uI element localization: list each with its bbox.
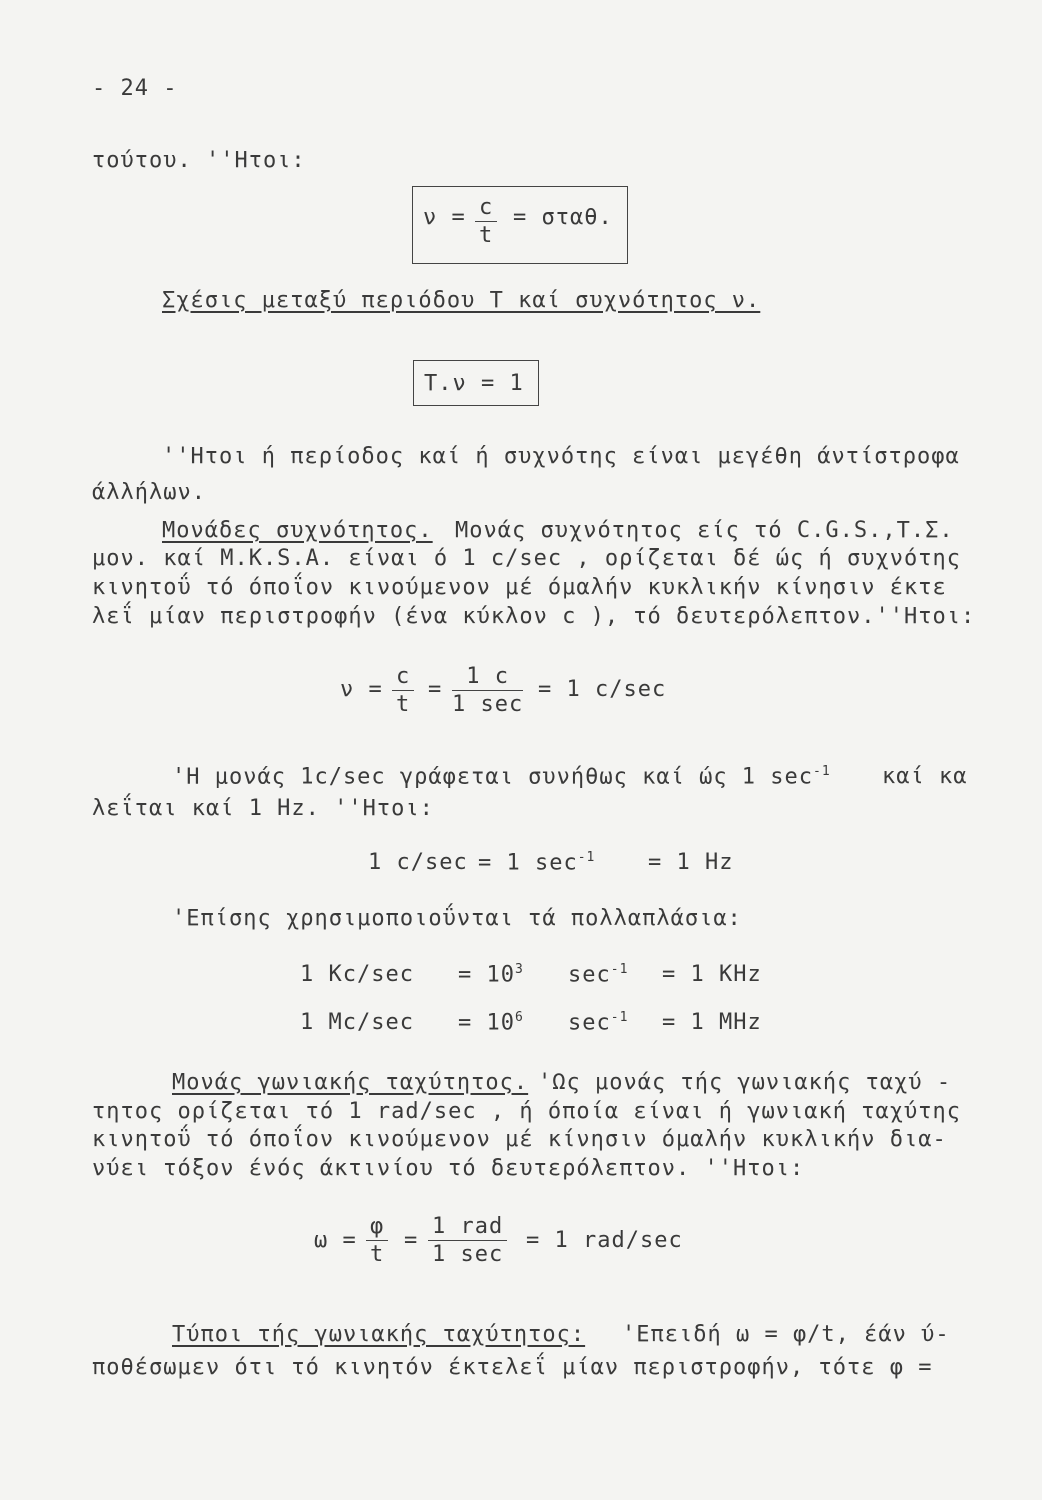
box1-numerator: c bbox=[475, 195, 497, 222]
paragraph-2-line-2: μον. καί M.K.S.A. είναι ό 1 c/sec , ορίζεται δέ ώς ή συχνότης bbox=[92, 546, 961, 571]
paragraph-6-line-2: ποθέσωμεν ότι τό κινητόν έκτελεΐ μίαν περιστροφήν, τότε φ = bbox=[92, 1355, 933, 1380]
multiple-unit: 1 Mc/sec bbox=[300, 1010, 414, 1035]
multiple-unit: 1 Kc/sec bbox=[300, 962, 414, 987]
eq1-equals: = bbox=[428, 677, 443, 702]
multiple-power-base: = 10 bbox=[458, 1010, 515, 1036]
heading-period-frequency: Σχέσις μεταξύ περιόδου Τ καί συχνότητος ν. bbox=[162, 288, 761, 313]
eq3-left: ω = bbox=[314, 1228, 357, 1253]
multiple-sec bbox=[568, 962, 628, 987]
paragraph-3-superscript: -1 bbox=[813, 764, 831, 779]
formula-box-frequency bbox=[412, 186, 628, 264]
multiple-power-exponent: 3 bbox=[514, 962, 524, 977]
heading-frequency-units: Μονάδες συχνότητος. bbox=[162, 518, 433, 543]
box1-left: ν = bbox=[423, 205, 466, 230]
multiple-sec-text: sec bbox=[568, 1010, 611, 1036]
paragraph-6-line-1: 'Επειδή ω = φ/t, έάν ύ- bbox=[622, 1322, 950, 1347]
eq1-den-2: 1 sec bbox=[452, 692, 524, 717]
multiple-hz: = 1 MHz bbox=[662, 1010, 762, 1035]
box1-right: = σταθ. bbox=[513, 205, 613, 230]
eq2-b bbox=[478, 850, 595, 875]
eq1-left: ν = bbox=[340, 677, 383, 702]
multiple-power bbox=[458, 1010, 524, 1035]
multiple-power-base: = 10 bbox=[458, 962, 515, 988]
multiple-sec bbox=[568, 1010, 628, 1035]
paragraph-2-line-1: Μονάς συχνότητος είς τό C.G.S.,Τ.Σ. bbox=[455, 518, 954, 543]
eq3-right: = 1 rad/sec bbox=[526, 1228, 683, 1253]
heading-angular-velocity-formulas: Τύποι τής γωνιακής ταχύτητος: bbox=[172, 1322, 586, 1347]
paragraph-4: 'Επίσης χρησιμοποιοΰνται τά πολλαπλάσια: bbox=[172, 906, 742, 931]
multiple-sec-text: sec bbox=[568, 962, 611, 988]
eq3-num-1: φ bbox=[366, 1214, 388, 1241]
multiple-sec-superscript: -1 bbox=[610, 962, 629, 977]
eq1-num-1: c bbox=[392, 664, 414, 691]
paragraph-3-line-1 bbox=[172, 764, 831, 789]
eq2-b-text: = 1 sec bbox=[478, 850, 578, 876]
intro-line: τούτου. ''Ητοι: bbox=[92, 148, 306, 173]
paragraph-5-line-4: νύει τόξον ένός άκτινίου τό δευτερόλεπτον. ''Ητοι: bbox=[92, 1156, 805, 1181]
eq1-fraction-1 bbox=[392, 664, 414, 719]
eq2-b-superscript: -1 bbox=[577, 850, 596, 865]
paragraph-5-line-3: κινητοΰ τό όποΐον κινούμενον μέ κίνησιν όμαλήν κυκλικήν δια- bbox=[92, 1127, 947, 1152]
eq1-num-2: 1 c bbox=[452, 664, 523, 691]
paragraph-2-line-4: λεΐ μίαν περιστροφήν (ένα κύκλον c ), τό δευτερόλεπτον.''Ητοι: bbox=[92, 604, 976, 629]
eq3-den-1: t bbox=[370, 1242, 385, 1267]
eq1-fraction-2 bbox=[452, 664, 523, 719]
heading-angular-velocity-unit: Μονάς γωνιακής ταχύτητος. bbox=[172, 1070, 529, 1095]
box2-text: Τ.ν = 1 bbox=[424, 371, 524, 396]
eq3-num-2: 1 rad bbox=[428, 1214, 507, 1241]
formula-box-period bbox=[413, 360, 539, 406]
eq3-den-2: 1 sec bbox=[432, 1242, 504, 1267]
eq3-fraction-1 bbox=[366, 1214, 388, 1269]
paragraph-3-text: 'Η μονάς 1c/sec γράφεται συνήθως καί ώς 1 sec bbox=[172, 764, 814, 790]
eq2-a: 1 c/sec bbox=[368, 850, 468, 875]
paragraph-3-line-2: λεΐται καί 1 Hz. ''Ητοι: bbox=[92, 796, 434, 821]
eq3-fraction-2 bbox=[428, 1214, 507, 1269]
multiple-hz: = 1 KHz bbox=[662, 962, 762, 987]
box1-denominator: t bbox=[479, 223, 494, 248]
paragraph-1-line-2: άλλήλων. bbox=[92, 480, 206, 505]
paragraph-3-line-1-end: καί κα bbox=[882, 764, 968, 789]
multiple-sec-superscript: -1 bbox=[610, 1010, 629, 1025]
eq1-den-1: t bbox=[396, 692, 411, 717]
eq2-c: = 1 Hz bbox=[648, 850, 734, 875]
eq3-equals: = bbox=[404, 1228, 419, 1253]
eq1-right: = 1 c/sec bbox=[538, 677, 667, 702]
paragraph-5-line-1: 'Ως μονάς τής γωνιακής ταχύ - bbox=[538, 1070, 952, 1095]
box1-fraction bbox=[475, 195, 497, 250]
multiple-power-exponent: 6 bbox=[514, 1010, 524, 1025]
page-number: - 24 - bbox=[92, 76, 178, 101]
paragraph-5-line-2: τητος ορίζεται τό 1 rad/sec , ή όποία είναι ή γωνιακή ταχύτης bbox=[92, 1099, 961, 1124]
paragraph-2-line-3: κινητοΰ τό όποΐον κινούμενον μέ όμαλήν κυκλικήν κίνησιν έκτε bbox=[92, 575, 947, 600]
paragraph-1-line-1: ''Ητοι ή περίοδος καί ή συχνότης είναι μεγέθη άντίστροφα bbox=[162, 444, 960, 469]
multiple-power bbox=[458, 962, 524, 987]
